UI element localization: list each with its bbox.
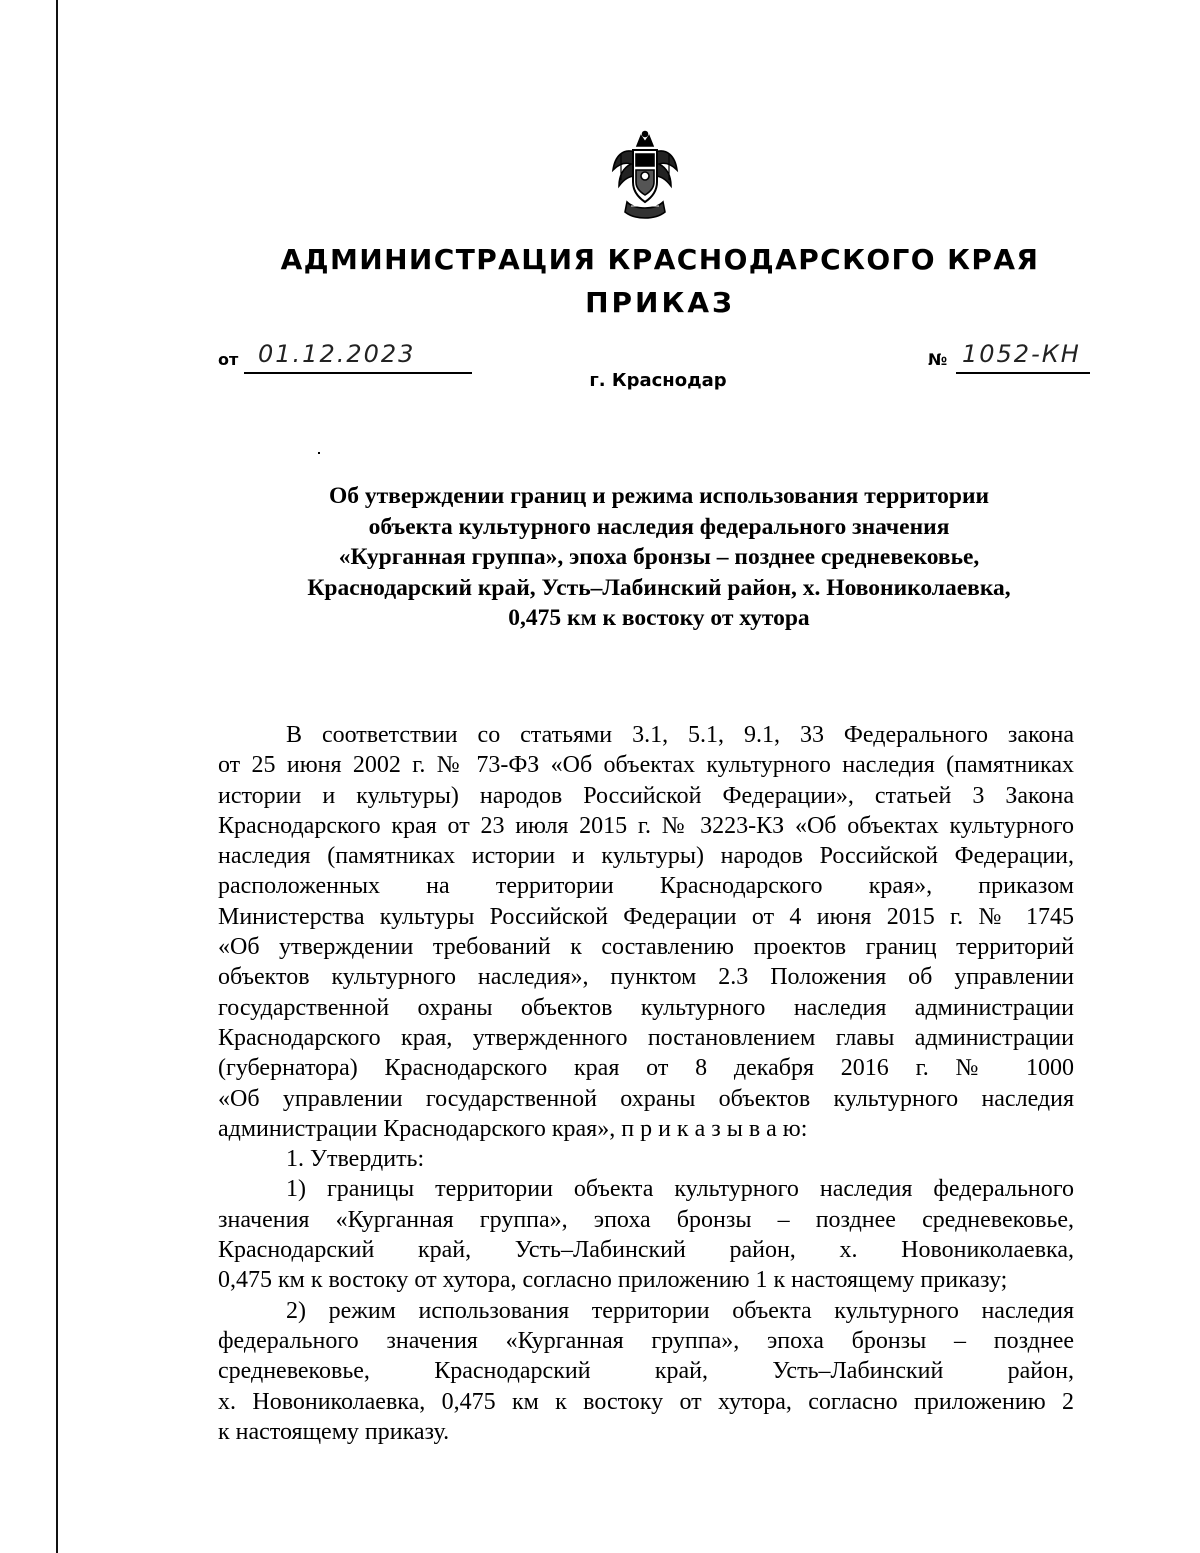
body-line: «Об управлении государственной охраны объектов культурного наследия [218, 1085, 1074, 1112]
date-prefix: от [218, 350, 239, 369]
body-line: Краснодарский край, Усть–Лабинский район, х. Новониколаевка, [218, 1237, 1074, 1264]
body-line: Министерства культуры Российской Федерации от 4 июня 2015 г. № 1745 [218, 903, 1074, 930]
body-line: расположенных на территории Краснодарского края», приказом [218, 873, 1074, 900]
body-line: 1) границы территории объекта культурного наследия федерального [286, 1176, 1074, 1203]
body-line: государственной охраны объектов культурного наследия администрации [218, 994, 1074, 1021]
body-line: 2) режим использования территории объекта культурного наследия [286, 1297, 1074, 1324]
title-line: объекта культурного наследия федерального значения [368, 513, 950, 540]
body-line: «Об утверждении требований к составлению проектов границ территорий [218, 934, 1074, 961]
body-line: (губернатора) Краснодарского края от 8 декабря 2016 г. № 1000 [218, 1055, 1074, 1082]
document-title [150, 481, 1168, 634]
body-line: 0,475 км к востоку от хутора, согласно приложению 1 к настоящему приказу; [218, 1267, 1008, 1294]
body-line: 1. Утвердить: [286, 1146, 425, 1173]
title-line: Краснодарский край, Усть–Лабинский район, х. Новониколаевка, [307, 574, 1011, 601]
body-line: объектов культурного наследия», пунктом 2.3 Положения об управлении [218, 964, 1074, 991]
body-line: федерального значения «Курганная группа», эпоха бронзы – позднее [218, 1327, 1074, 1354]
document-body [218, 720, 1074, 1447]
number-value: 1052-КН [962, 340, 1081, 368]
body-line: наследия (памятниках истории и культуры) народов Российской Федерации, [218, 843, 1074, 870]
scan-speck [318, 452, 320, 454]
body-line: Краснодарского края от 23 июля 2015 г. № 3223-КЗ «Об объектах культурного [218, 812, 1074, 839]
body-line: х. Новониколаевка, 0,475 км к востоку от хутора, согласно приложению 2 [218, 1388, 1074, 1415]
body-line: В соответствии со статьями 3.1, 5.1, 9.1, 33 Федерального закона [286, 722, 1074, 748]
body-line: значения «Курганная группа», эпоха бронзы – позднее средневековье, [218, 1206, 1074, 1233]
date-value: 01.12.2023 [258, 340, 416, 368]
title-line: Об утверждении границ и режима использования территории [328, 483, 990, 509]
body-line: от 25 июня 2002 г. № 73-ФЗ «Об объектах культурного наследия (памятниках [218, 752, 1074, 779]
body-line: средневековье, Краснодарский край, Усть–Лабинский район, [218, 1358, 1074, 1385]
city-name: г. Краснодар [589, 370, 727, 391]
number-prefix: № [928, 350, 948, 369]
page-edge-line [56, 0, 58, 1553]
title-line: «Курганная группа», эпоха бронзы – позднее средневековье, [338, 544, 980, 570]
body-line: к настоящему приказу. [218, 1418, 450, 1445]
title-line: 0,475 км к востоку от хутора [508, 605, 810, 631]
body-line: истории и культуры) народов Российской Федерации», статьей 3 Закона [218, 782, 1074, 809]
document-type: ПРИКАЗ [585, 286, 735, 319]
body-line: администрации Краснодарского края», п р и к а з ы в а ю: [218, 1115, 808, 1142]
organization-name: АДМИНИСТРАЦИЯ КРАСНОДАРСКОГО КРАЯ [280, 243, 1040, 276]
body-line: Краснодарского края, утвержденного постановлением главы администрации [218, 1024, 1074, 1051]
coat-of-arms-emblem [605, 130, 685, 222]
